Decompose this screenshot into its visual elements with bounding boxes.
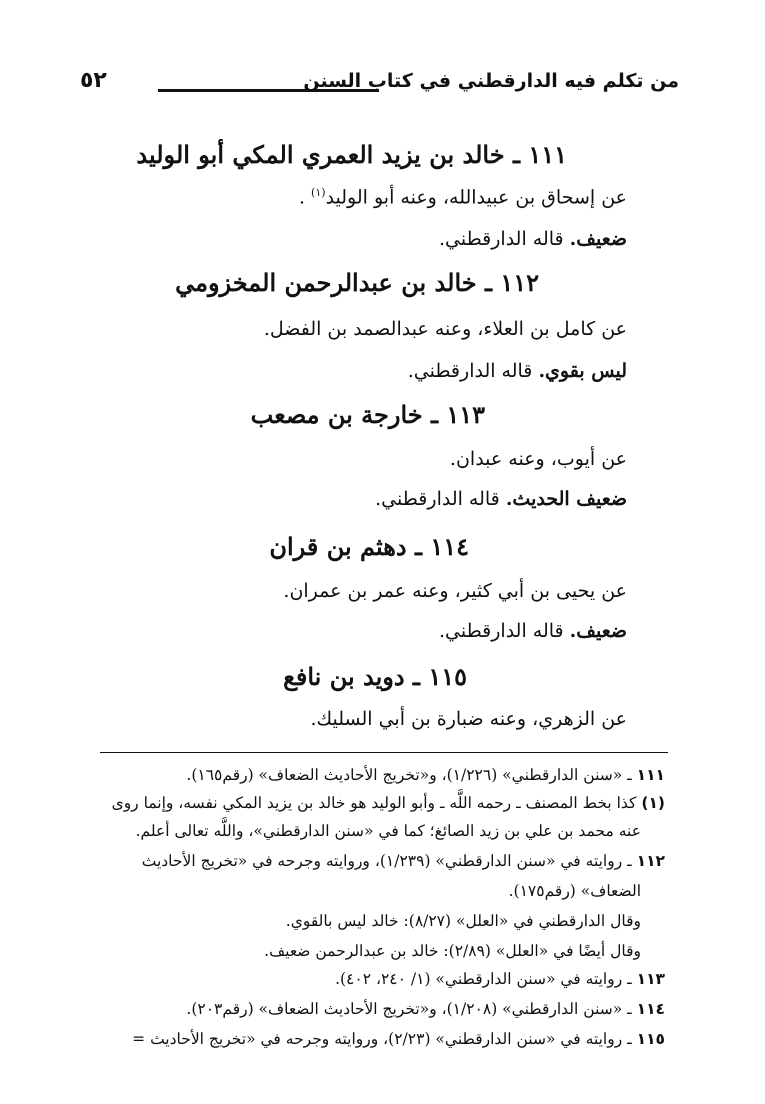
footnote-112 — [142, 852, 665, 870]
entry-title-112: ١١٢ ـ خالد بن عبدالرحمن المخزومي — [175, 268, 539, 297]
footnote-text: ـ روايته في «سنن الدارقطني» (١/ ٢٤٠، ٤٠٢). — [335, 970, 637, 988]
footnote-text: ـ روايته في «سنن الدارقطني» (٢/٢٣)، وروايته وجرحه في «تخريج الأحاديث = — [132, 1030, 637, 1048]
entry-grade-114 — [439, 620, 627, 642]
entry-grade-112 — [408, 360, 627, 382]
narration-end: . — [298, 186, 312, 209]
entry-narration-115: عن الزهري، وعنه ضبارة بن أبي السليك. — [310, 708, 627, 730]
footnote-text: عنه محمد بن علي بن زيد الصائغ؛ كما في «سنن الدارقطني»، واللَّه تعالى أعلم. — [135, 822, 641, 840]
footnote-1-continued — [136, 822, 641, 840]
entry-narration-114: عن يحيى بن أبي كثير، وعنه عمر بن عمران. — [283, 580, 627, 602]
footnote-marker[interactable]: (١) — [311, 186, 326, 199]
grade-text: ليس بقوي. — [538, 360, 627, 382]
footnote-number: ١١٤ — [636, 1000, 665, 1018]
entry-grade-111 — [439, 228, 627, 250]
footnote-text: ـ «سنن الدارقطني» (١/٢٠٨)، و«تخريج الأحاديث الضعاف» (رقم٢٠٣). — [186, 1000, 637, 1018]
entry-narration-113: عن أيوب، وعنه عبدان. — [449, 448, 627, 470]
footnote-111 — [186, 766, 665, 784]
footnote-number: ١١٢ — [636, 852, 665, 870]
footnote-number: (١) — [641, 794, 665, 812]
footnote-text: وقال أيضًا في «العلل» (٢/٨٩): خالد بن عبدالرحمن ضعيف. — [264, 942, 641, 960]
narration-text: عن إسحاق بن عبيدالله، وعنه أبو الوليد — [325, 186, 627, 209]
grade-source: قاله الدارقطني. — [407, 360, 539, 382]
grade-text: ضعيف الحديث. — [505, 488, 627, 510]
entry-grade-113 — [375, 488, 627, 510]
footnote-number: ١١٥ — [636, 1030, 665, 1048]
entry-title-115: ١١٥ ـ دويد بن نافع — [283, 662, 467, 691]
entry-title-114: ١١٤ ـ دهثم بن قران — [269, 532, 469, 561]
footnote-text: وقال الدارقطني في «العلل» (٨/٢٧): خالد ليس بالقوي. — [285, 912, 641, 930]
page-number: ٥٢ — [80, 68, 107, 93]
footnote-text: الضعاف» (رقم١٧٥). — [508, 882, 641, 900]
footnote-number: ١١١ — [636, 766, 665, 784]
footnote-115 — [132, 1030, 665, 1048]
grade-text: ضعيف. — [569, 620, 627, 642]
entry-title-111: ١١١ ـ خالد بن يزيد العمري المكي أبو الوليد — [136, 140, 567, 169]
footnote-number: ١١٣ — [636, 970, 665, 988]
footnote-112-note-a — [286, 912, 641, 930]
grade-source: قاله الدارقطني. — [438, 620, 570, 642]
running-title: من تكلم فيه الدارقطني في كتاب السنن — [303, 70, 679, 92]
entry-narration-112: عن كامل بن العلاء، وعنه عبدالصمد بن الفضل. — [263, 318, 627, 340]
header-rule — [158, 89, 379, 92]
footnote-114 — [186, 1000, 665, 1018]
footnote-text: كذا بخط المصنف ـ رحمه اللَّه ـ وأبو الوليد هو خالد بن يزيد المكي نفسه، وإنما روى — [111, 794, 642, 812]
footnote-1 — [112, 794, 665, 812]
entry-title-113: ١١٣ ـ خارجة بن مصعب — [250, 400, 485, 429]
grade-source: قاله الدارقطني. — [438, 228, 570, 250]
footnote-text: ـ روايته في «سنن الدارقطني» (١/٢٣٩)، وروايته وجرحه في «تخريج الأحاديث — [141, 852, 637, 870]
footnote-112-continued — [509, 882, 641, 900]
grade-source: قاله الدارقطني. — [375, 488, 506, 510]
footnote-112-note-b — [264, 942, 641, 960]
footnote-113 — [335, 970, 665, 988]
footnote-separator — [100, 752, 668, 753]
page-header — [80, 70, 679, 110]
footnote-text: ـ «سنن الدارقطني» (١/٢٢٦)، و«تخريج الأحاديث الضعاف» (رقم١٦٥). — [186, 766, 637, 784]
grade-text: ضعيف. — [569, 228, 627, 250]
entry-narration-111 — [299, 186, 627, 208]
